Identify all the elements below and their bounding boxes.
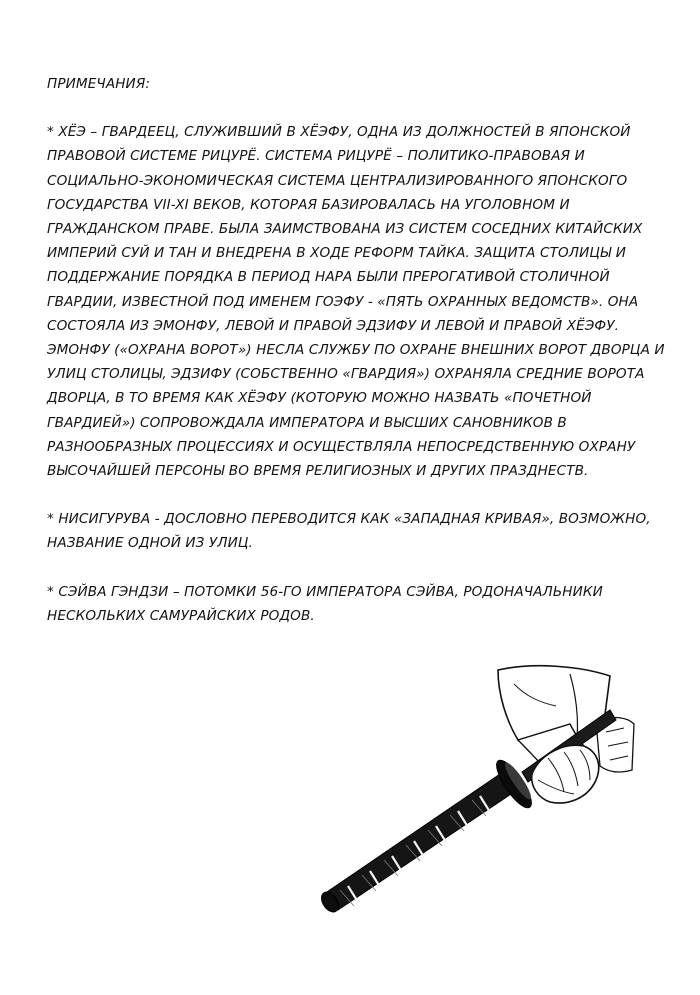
notes-section — [47, 72, 672, 652]
note-seiwa-genji: * СЭЙВА ГЭНДЗИ – ПОТОМКИ 56-ГО ИМПЕРАТОРА СЭЙВА, РОДОНАЧАЛЬНИКИ НЕСКОЛЬКИХ САМУРАЙСКИХ РОДОВ. — [47, 583, 603, 624]
note-nishiguruwa: * НИСИГУРУВА - ДОСЛОВНО ПЕРЕВОДИТСЯ КАК «ЗАПАДНАЯ КРИВАЯ», ВОЗМОЖНО, НАЗВАНИЕ ОДНОЙ ИЗ УЛИЦ. — [47, 511, 651, 552]
notes-heading: ПРИМЕЧАНИЯ: — [47, 76, 151, 92]
hilt-shape — [318, 774, 514, 915]
note-hyoe: * ХЁЭ – ГВАРДЕЕЦ, СЛУЖИВШИЙ В ХЁЭФУ, ОДНА ИЗ ДОЛЖНОСТЕЙ В ЯПОНСКОЙ ПРАВОВОЙ СИСТЕМЕ РИЦУРЁ. СИСТЕМА РИЦУРЁ – ПОЛИТИКО-ПРАВОВАЯ И СОЦИАЛЬНО-ЭКОНОМИЧЕСКАЯ СИСТЕМА ЦЕНТРАЛИЗИРОВАННОГО ЯПОНСКОГО ГОСУДАРСТВА VII-XI ВЕКОВ, КОТОРАЯ БАЗИРОВАЛАСЬ НА УГОЛОВНОМ И ГРАЖДАНСКОМ ПРАВЕ. БЫЛА ЗАИМСТВОВАНА ИЗ СИСТЕМ СОСЕДНИХ КИТАЙСКИХ ИМПЕРИЙ СУЙ И ТАН И ВНЕДРЕНА В ХОДЕ РЕФОРМ ТАЙКА. ЗАЩИТА СТОЛИЦЫ И ПОДДЕРЖАНИЕ ПОРЯДКА В ПЕРИОД НАРА БЫЛИ ПРЕРОГАТИВОЙ СТОЛИЧНОЙ ГВАРДИИ, ИЗВЕСТНОЙ ПОД ИМЕНЕМ ГОЭФУ - «ПЯТЬ ОХРАННЫХ ВЕДОМСТВ». ОНА СОСТОЯЛА ИЗ ЭМОНФУ, ЛЕВОЙ И ПРАВОЙ ЭДЗИФУ И ЛЕВОЙ И ПРАВОЙ ХЁЭФУ. ЭМОНФУ («ОХРАНА ВОРОТ») НЕСЛА СЛУЖБУ ПО ОХРАНЕ ВНЕШНИХ ВОРОТ ДВОРЦА И УЛИЦ СТОЛИЦЫ, ЭДЗИФУ (СОБСТВЕННО «ГВАРДИЯ») ОХРАНЯЛА СРЕДНИЕ ВОРОТА ДВОРЦА, В ТО ВРЕМЯ КАК ХЁЭФУ (КОТОРУЮ МОЖНО НАЗВАТЬ «ПОЧЕТНОЙ ГВАРДИЕЙ») СОПРОВОЖДАЛА ИМПЕРАТОРА И ВЫСШИХ САНОВНИКОВ В РАЗНООБРАЗНЫХ ПРОЦЕССИЯХ И ОСУЩЕСТВЛЯЛА НЕПОСРЕДСТВЕННУЮ ОХРАНУ ВЫСОЧАЙШЕЙ ПЕРСОНЫ ВО ВРЕМЯ РЕЛИГИОЗНЫХ И ДРУГИХ ПРАЗДНЕСТВ. — [47, 124, 665, 480]
katana-hilt-in-hand-icon — [318, 662, 638, 924]
